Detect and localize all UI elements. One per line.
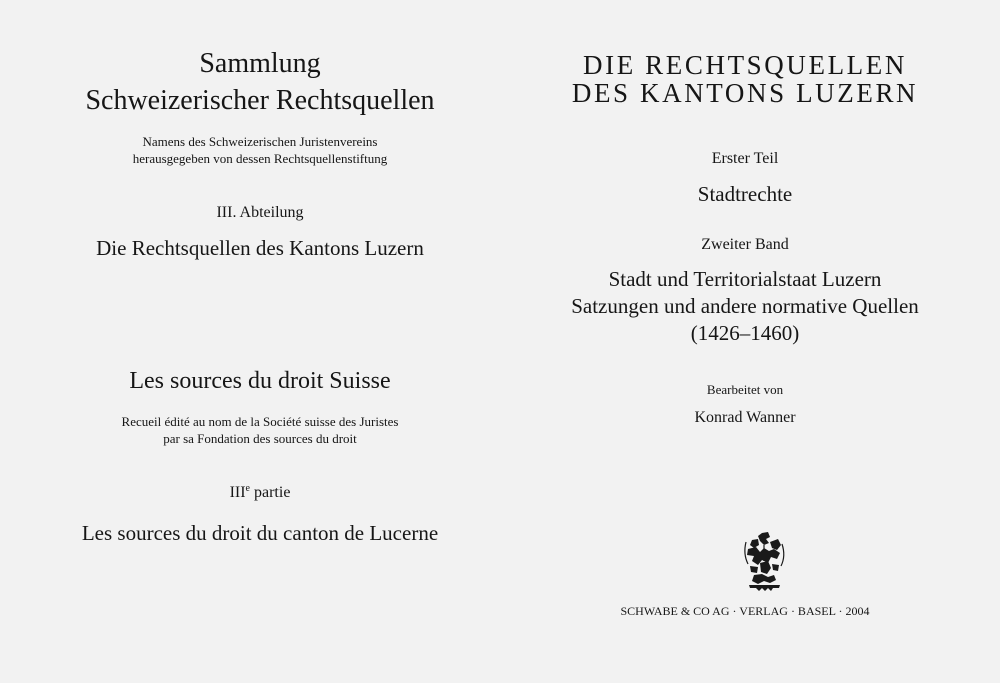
- series-title-line1: Sammlung: [199, 48, 321, 79]
- part-label: Erster Teil: [711, 150, 779, 167]
- volume-title-line2: Satzungen und andere normative Quellen: [571, 294, 919, 318]
- basilisk-emblem-icon: [740, 530, 788, 592]
- division-title-fr: Les sources du droit du canton de Lucerne: [81, 521, 439, 545]
- main-title-line1: DIE RECHTSQUELLEN: [583, 50, 907, 80]
- series-title-fr: Les sources du droit Suisse: [129, 368, 391, 394]
- main-title-line2: DES KANTONS LUZERN: [571, 78, 919, 108]
- division-fr: [10, 485, 510, 501]
- division-fr-word: partie: [254, 484, 291, 501]
- editor-note-fr-line2: par sa Fondation des sources du droit: [163, 431, 357, 446]
- volume-title-line3: (1426–1460): [690, 321, 800, 345]
- division-fr-superscript: e: [245, 483, 250, 494]
- division-de: III. Abteilung: [216, 204, 304, 221]
- right-title-page: [510, 0, 1000, 683]
- volume-title-line1: Stadt und Territorialstaat Luzern: [608, 267, 882, 291]
- division-title-de: Die Rechtsquellen des Kantons Luzern: [96, 236, 424, 260]
- division-fr-numeral: III: [229, 484, 246, 501]
- publisher-line: SCHWABE & CO AG · VERLAG · BASEL · 2004: [620, 604, 870, 618]
- editor-note-de-line2: herausgegeben von dessen Rechtsquellenstiftung: [132, 151, 388, 166]
- editor-label: Bearbeitet von: [706, 382, 784, 397]
- volume-label: Zweiter Band: [701, 236, 789, 253]
- series-title-line2: Schweizerischer Rechtsquellen: [85, 85, 435, 116]
- editor-note-fr-line1: Recueil édité au nom de la Société suisse des Juristes: [121, 414, 399, 429]
- editor-name: Konrad Wanner: [694, 409, 796, 426]
- editor-note-de-line1: Namens des Schweizerischen Juristenvereins: [142, 134, 378, 149]
- part-title: Stadtrechte: [697, 182, 793, 206]
